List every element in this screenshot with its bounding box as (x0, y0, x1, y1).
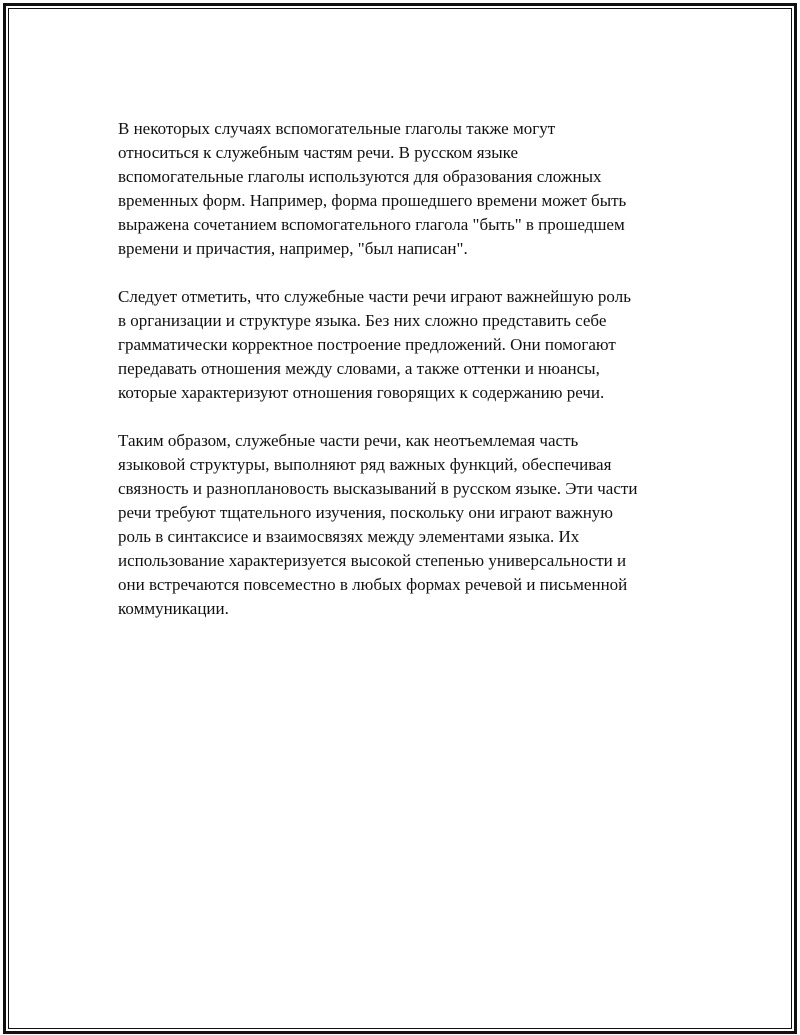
text-line: в организации и структуре языка. Без них сложно представить себе (118, 311, 607, 330)
text-line: они встречаются повсеместно в любых формах речевой и письменной (118, 575, 628, 594)
document-body (118, 117, 693, 645)
text-line: которые характеризуют отношения говорящих к содержанию речи. (118, 383, 605, 402)
text-line: выражена сочетанием вспомогательного глагола "быть" в прошедшем (118, 215, 625, 234)
text-line: относиться к служебным частям речи. В русском языке (118, 143, 519, 162)
paragraph-2 (118, 285, 693, 405)
paragraph-1 (118, 117, 693, 261)
text-line: использование характеризуется высокой степенью универсальности и (118, 551, 627, 570)
text-line: Следует отметить, что служебные части речи играют важнейшую роль (118, 287, 631, 306)
text-line: вспомогательные глаголы используются для образования сложных (118, 167, 602, 186)
text-line: времени и причастия, например, "был написан". (118, 239, 468, 258)
text-line: речи требуют тщательного изучения, поскольку они играют важную (118, 503, 614, 522)
text-line: грамматически корректное построение предложений. Они помогают (118, 335, 616, 354)
text-line: В некоторых случаях вспомогательные глаголы также могут (118, 119, 556, 138)
text-line: временных форм. Например, форма прошедшего времени может быть (118, 191, 627, 210)
text-line: роль в синтаксисе и взаимосвязях между элементами языка. Их (118, 527, 580, 546)
text-line: языковой структуры, выполняют ряд важных функций, обеспечивая (118, 455, 612, 474)
text-line: коммуникации. (118, 599, 229, 618)
paragraph-3 (118, 429, 693, 621)
text-line: передавать отношения между словами, а также оттенки и нюансы, (118, 359, 600, 378)
text-line: связность и разноплановость высказываний в русском языке. Эти части (118, 479, 638, 498)
text-line: Таким образом, служебные части речи, как неотъемлемая часть (118, 431, 579, 450)
